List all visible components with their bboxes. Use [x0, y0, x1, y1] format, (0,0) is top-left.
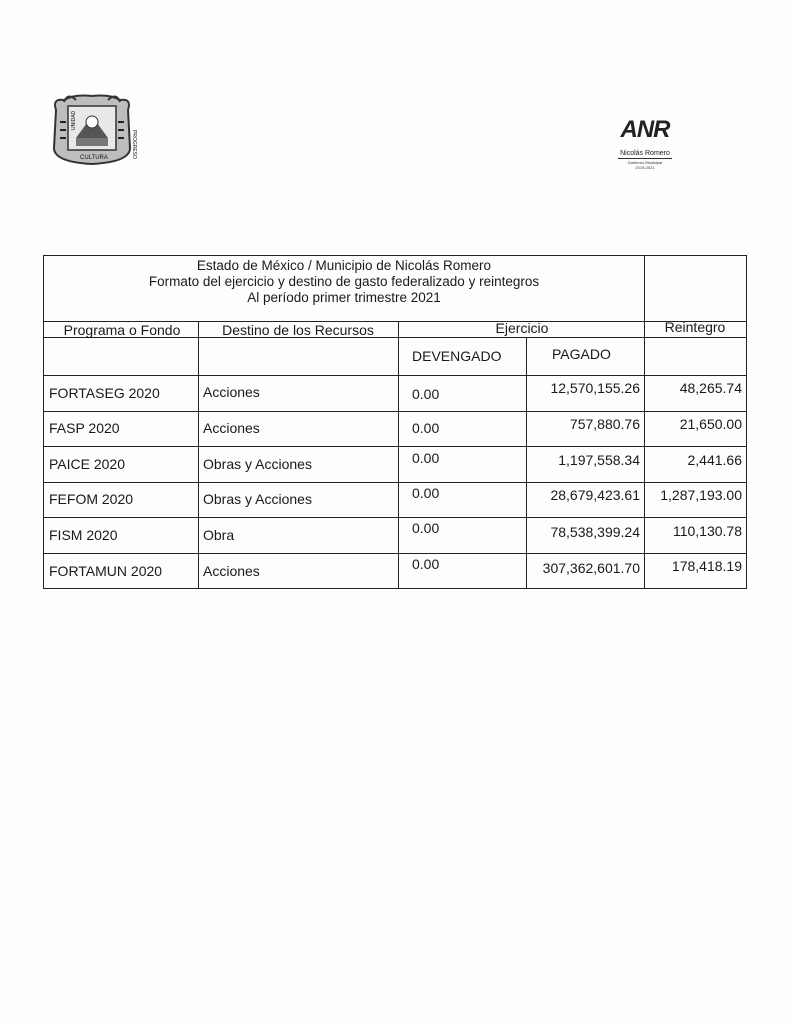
table-row-2-programa: PAICE 2020 — [49, 456, 126, 472]
anr-logo-sub1: Gobierno Municipal — [627, 160, 663, 165]
report-title — [44, 258, 644, 306]
table-row-5-devengado: 0.00 — [412, 556, 440, 572]
table-row-0-devengado: 0.00 — [412, 386, 440, 402]
table-row-1-reintegro: 21,650.00 — [679, 416, 742, 432]
col-header-destino: Destino de los Recursos — [222, 322, 374, 338]
anr-logo-mark: ANR — [620, 116, 670, 143]
table-row-3-reintegro: 1,287,193.00 — [660, 487, 742, 503]
table-row-4-destino: Obra — [203, 527, 235, 543]
col-header-reintegro: Reintegro — [664, 319, 726, 335]
anr-logo-name: Nicolás Romero — [620, 150, 670, 157]
seal-text-left: UNIDAD — [71, 110, 77, 130]
table-row-1-pagado: 757,880.76 — [569, 416, 640, 432]
table-row-3-devengado: 0.00 — [412, 485, 440, 501]
table-row-3-programa: FEFOM 2020 — [49, 491, 134, 507]
table-row-5-pagado: 307,362,601.70 — [542, 560, 640, 576]
table-row-4-programa: FISM 2020 — [49, 527, 118, 543]
col-header-ejercicio: Ejercicio — [495, 320, 549, 336]
report-title-line3: Al período primer trimestre 2021 — [247, 290, 441, 305]
table-row-2-reintegro: 2,441.66 — [687, 452, 742, 468]
table-row-0-reintegro: 48,265.74 — [679, 380, 742, 396]
municipal-seal-logo — [46, 92, 138, 166]
table-row-4-devengado: 0.00 — [412, 520, 440, 536]
table-row-5-reintegro: 178,418.19 — [671, 558, 742, 574]
report-title-line2: Formato del ejercicio y destino de gasto federalizado y reintegros — [148, 274, 540, 289]
col-header-programa: Programa o Fondo — [63, 322, 181, 338]
table-row-1-devengado: 0.00 — [412, 420, 440, 436]
table-row-2-destino: Obras y Acciones — [203, 456, 312, 472]
seal-text-bottom: CULTURA — [80, 155, 108, 161]
table-row-5-programa: FORTAMUN 2020 — [49, 563, 163, 579]
table-row-2-pagado: 1,197,558.34 — [558, 452, 640, 468]
table-row-2-devengado: 0.00 — [412, 450, 440, 466]
table-row-0-destino: Acciones — [203, 384, 260, 400]
seal-text-right: PROGRESO — [131, 130, 137, 159]
anr-logo — [606, 118, 684, 168]
table-row-1-destino: Acciones — [203, 420, 260, 436]
table-row-1-programa: FASP 2020 — [49, 420, 120, 436]
col-header-pagado: PAGADO — [552, 346, 611, 362]
table-row-3-pagado: 28,679,423.61 — [550, 487, 640, 503]
report-title-line1: Estado de México / Municipio de Nicolás Romero — [196, 258, 492, 273]
report-table — [43, 255, 747, 589]
table-row-0-pagado: 12,570,155.26 — [550, 380, 640, 396]
table-row-0-programa: FORTASEG 2020 — [49, 385, 160, 401]
table-row-4-pagado: 78,538,399.24 — [550, 524, 640, 540]
table-row-3-destino: Obras y Acciones — [203, 491, 312, 507]
anr-logo-sub2: 2019-2021 — [635, 165, 655, 170]
table-row-4-reintegro: 110,130.78 — [672, 523, 742, 539]
col-header-devengado: DEVENGADO — [412, 348, 502, 364]
table-row-5-destino: Acciones — [203, 563, 260, 579]
